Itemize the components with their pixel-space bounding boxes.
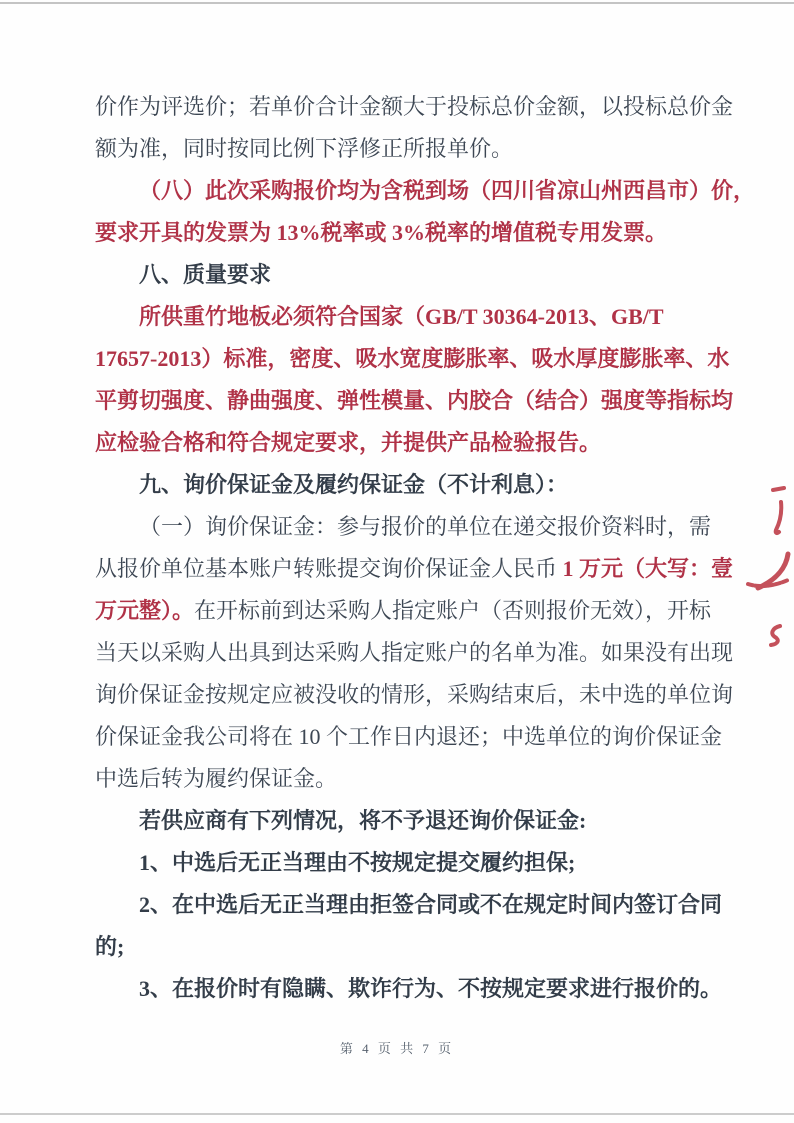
text-segment: 八、质量要求 [139, 262, 272, 287]
red-stamp-mark [744, 478, 794, 658]
text-line [95, 590, 735, 632]
text-line [95, 632, 735, 674]
text-line [95, 842, 735, 884]
text-line [95, 884, 735, 926]
text-line [95, 716, 735, 758]
text-segment: 1 万元（大写：壹 [562, 556, 734, 581]
page-number: 第 4 页 共 7 页 [339, 1041, 455, 1056]
text-segment: 17657-2013）标准，密度、吸水宽度膨胀率、吸水厚度膨胀率、水 [95, 346, 730, 371]
text-line [95, 758, 735, 800]
text-segment: 的; [95, 934, 125, 959]
page-footer [0, 1038, 794, 1057]
text-line [95, 380, 735, 422]
text-line [95, 548, 735, 590]
text-segment: 在开标前到达采购人指定账户（否则报价无效），开标 [194, 598, 712, 623]
text-line [95, 212, 735, 254]
text-segment: （八）此次采购报价均为含税到场（四川省凉山州西昌市）价， [139, 178, 756, 203]
text-segment: 要求开具的发票为 13%税率或 3%税率的增值税专用发票。 [95, 220, 668, 245]
text-line [95, 674, 735, 716]
text-line [95, 170, 756, 212]
scan-edge-bottom [0, 1113, 794, 1115]
text-line [95, 296, 735, 338]
text-line [95, 968, 735, 1010]
text-segment: 2、在中选后无正当理由拒签合同或不在规定时间内签订合同 [139, 892, 723, 917]
text-segment: 3、在报价时有隐瞒、欺诈行为、不按规定要求进行报价的。 [139, 976, 723, 1001]
text-segment: 价保证金我公司将在 10 个工作日内退还；中选单位的询价保证金 [95, 724, 723, 749]
text-line [95, 86, 735, 128]
text-segment: 额为准，同时按同比例下浮修正所报单价。 [95, 136, 514, 161]
text-line [95, 506, 735, 548]
text-line [95, 128, 735, 170]
text-segment: 万元整）。 [95, 598, 195, 623]
text-segment: 1、中选后无正当理由不按规定提交履约担保; [139, 850, 576, 875]
text-segment: 中选后转为履约保证金。 [95, 766, 338, 791]
text-segment: 所供重竹地板必须符合国家（GB/T 30364-2013、GB/T [139, 304, 664, 329]
text-segment: （一）询价保证金：参与报价的单位在递交报价资料时，需 [139, 514, 712, 539]
text-segment: 平剪切强度、静曲强度、弹性模量、内胶合（结合）强度等指标均 [95, 388, 734, 413]
text-segment: 当天以采购人出具到达采购人指定账户的名单为准。如果没有出现 [95, 640, 734, 665]
document-body [95, 86, 756, 1010]
text-line [95, 926, 735, 968]
text-line [95, 800, 735, 842]
text-segment: 应检验合格和符合规定要求，并提供产品检验报告。 [95, 430, 602, 455]
text-segment: 若供应商有下列情况，将不予退还询价保证金: [139, 808, 587, 833]
text-line [95, 464, 735, 506]
text-segment: 从报价单位基本账户转账提交询价保证金人民币 [95, 556, 563, 581]
text-line [95, 254, 735, 296]
scan-edge-top [0, 2, 794, 4]
text-segment: 九、询价保证金及履约保证金（不计利息）： [139, 472, 569, 497]
text-segment: 询价保证金按规定应被没收的情形，采购结束后，未中选的单位询 [95, 682, 734, 707]
text-line [95, 422, 735, 464]
text-line [95, 338, 735, 380]
text-segment: 价作为评选价；若单价合计金额大于投标总价金额，以投标总价金 [95, 94, 734, 119]
